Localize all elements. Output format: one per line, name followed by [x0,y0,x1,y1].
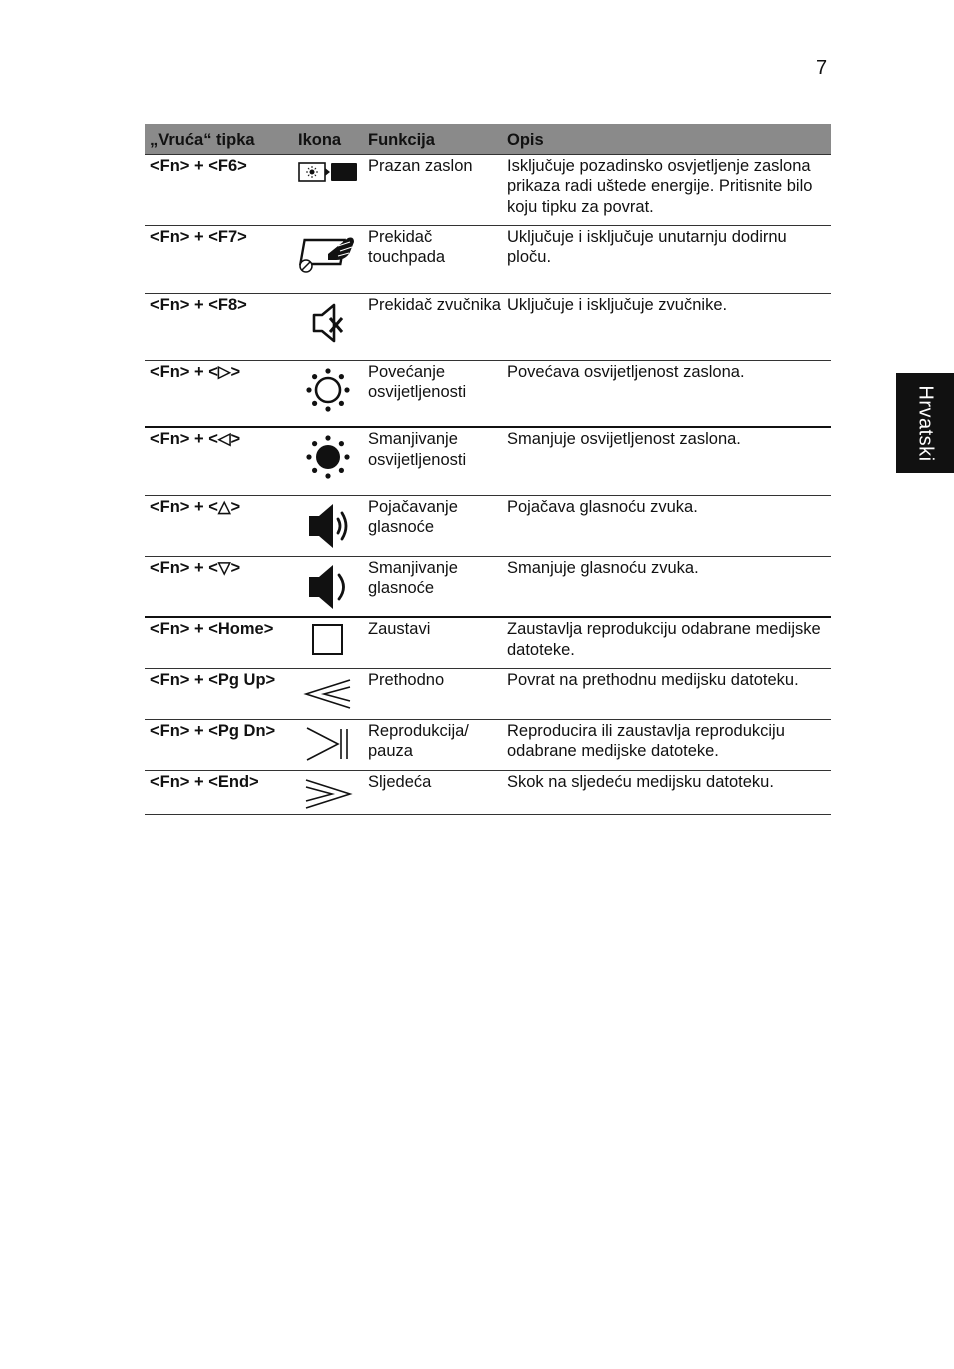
function-cell: Prazan zaslon [363,154,502,225]
hotkey-table [145,124,831,815]
language-label: Hrvatski [914,384,937,462]
function-cell: Smanjivanje glasnoće [363,556,502,617]
description-cell: Skok na sljedeću medijsku datoteku. [502,770,831,814]
hotkey-cell: <Fn> + <▽> [145,556,293,617]
table-row [145,225,831,293]
header-description: Opis [502,124,831,154]
play-pause-icon [304,726,352,762]
table-row [145,770,831,814]
speaker-toggle-icon [306,301,350,345]
hotkey-cell: <Fn> + <Pg Dn> [145,719,293,770]
function-cell: Prethodno [363,668,502,719]
volume-down-icon [303,562,353,612]
header-function: Funkcija [363,124,502,154]
hotkey-cell: <Fn> + <F7> [145,225,293,293]
table-row [145,427,831,495]
table-row [145,360,831,427]
header-hotkey: „Vruća“ tipka [145,124,293,154]
description-cell: Zaustavlja reprodukciju odabrane medijske datoteke. [502,617,831,668]
next-icon [302,777,354,811]
stop-icon [311,623,345,657]
description-cell: Povećava osvijetljenost zaslona. [502,360,831,427]
function-cell: Prekidač zvučnika [363,293,502,360]
blank-screen-icon [297,158,359,184]
table-row [145,617,831,668]
table-row [145,556,831,617]
description-cell: Reproducira ili zaustavlja reprodukciju odabrane medijske datoteke. [502,719,831,770]
description-cell: Povrat na prethodnu medijsku datoteku. [502,668,831,719]
function-cell: Pojačavanje glasnoće [363,495,502,556]
touchpad-toggle-icon [298,232,358,274]
volume-up-icon [303,501,353,551]
language-side-tab [896,373,954,473]
table-row [145,293,831,360]
function-cell: Reprodukcija/ pauza [363,719,502,770]
description-cell: Smanjuje osvijetljenost zaslona. [502,427,831,495]
function-cell: Povećanje osvijetljenosti [363,360,502,427]
hotkey-cell: <Fn> + <End> [145,770,293,814]
table-header-row [145,124,831,154]
brightness-up-icon [304,366,352,414]
brightness-down-icon [304,433,352,481]
table-row [145,719,831,770]
description-cell: Pojačava glasnoću zvuka. [502,495,831,556]
hotkey-cell: <Fn> + <F6> [145,154,293,225]
hotkey-cell: <Fn> + <▷> [145,360,293,427]
header-icon: Ikona [293,124,363,154]
page-number: 7 [816,57,828,79]
hotkey-cell: <Fn> + <△> [145,495,293,556]
function-cell: Sljedeća [363,770,502,814]
table-row [145,668,831,719]
table-row [145,495,831,556]
previous-icon [302,677,354,711]
description-cell: Smanjuje glasnoću zvuka. [502,556,831,617]
hotkey-cell: <Fn> + <Pg Up> [145,668,293,719]
description-cell: Isključuje pozadinsko osvjetljenje zaslona prikaza radi uštede energije. Pritisnite bilo koju tipku za povrat. [502,154,831,225]
hotkey-cell: <Fn> + <Home> [145,617,293,668]
function-cell: Smanjivanje osvijetljenosti [363,427,502,495]
description-cell: Uključuje i isključuje zvučnike. [502,293,831,360]
description-cell: Uključuje i isključuje unutarnju dodirnu ploču. [502,225,831,293]
hotkey-cell: <Fn> + <◁> [145,427,293,495]
hotkey-cell: <Fn> + <F8> [145,293,293,360]
function-cell: Prekidač touchpada [363,225,502,293]
table-row [145,154,831,225]
function-cell: Zaustavi [363,617,502,668]
